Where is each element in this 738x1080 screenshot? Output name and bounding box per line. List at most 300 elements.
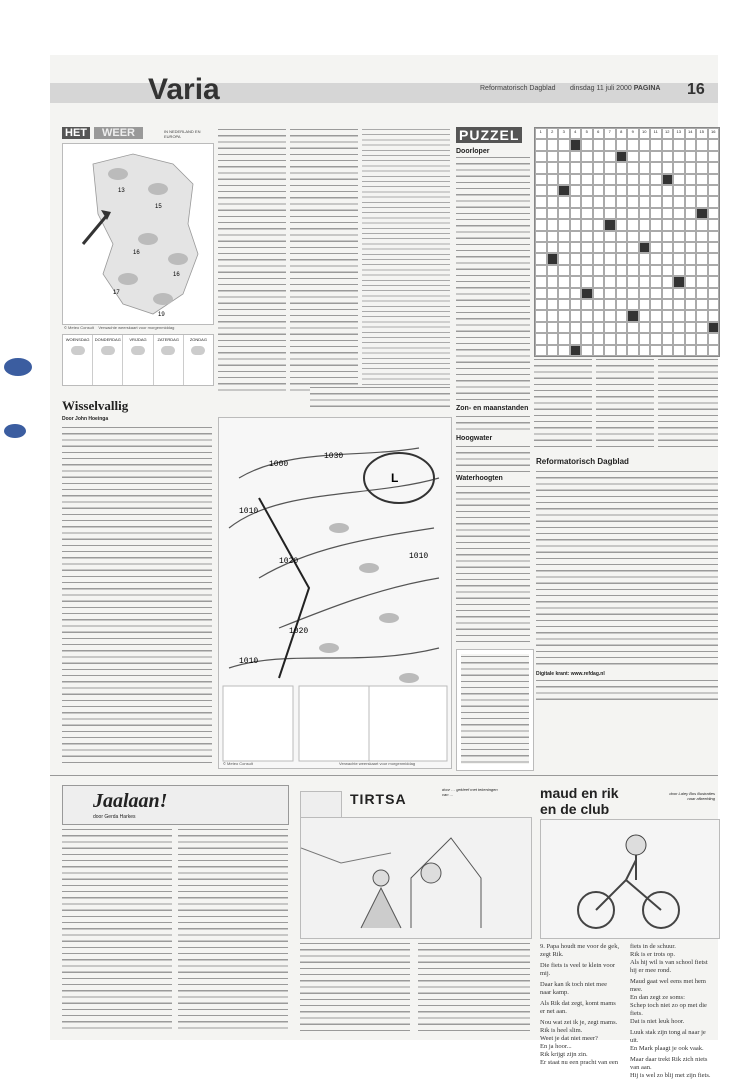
map-temp: 16 <box>133 250 140 256</box>
crossword-cell <box>593 139 605 150</box>
crossword-cell <box>593 185 605 196</box>
crossword-cell <box>558 265 570 276</box>
crossword-cell <box>570 162 582 173</box>
crossword-cell <box>593 219 605 230</box>
crossword-cell <box>604 139 616 150</box>
crossword-cell <box>535 231 547 242</box>
crossword-cell <box>685 322 697 333</box>
crossword-cell <box>535 139 547 150</box>
netherlands-map-svg <box>63 144 213 324</box>
crossword-cell <box>547 219 559 230</box>
sun-moon-text <box>456 414 530 432</box>
crossword-cell <box>685 208 697 219</box>
crossword-cell <box>708 162 720 173</box>
colophon-text <box>536 469 718 669</box>
crossword-cell <box>547 151 559 162</box>
crossword-cell <box>627 276 639 287</box>
crossword-cell <box>593 276 605 287</box>
cloud-icon <box>131 346 145 355</box>
crossword-cell <box>685 196 697 207</box>
crossword-cell: 1 <box>535 128 547 139</box>
puzzle-clues <box>456 155 530 400</box>
crossword-cell <box>570 139 582 150</box>
crossword-cell <box>696 208 708 219</box>
crossword-cell <box>547 288 559 299</box>
crossword-cell <box>558 151 570 162</box>
crossword-cell: 3 <box>558 128 570 139</box>
crossword-cell <box>708 231 720 242</box>
crossword-cell <box>662 333 674 344</box>
crossword-cell <box>662 310 674 321</box>
crossword-cell <box>696 219 708 230</box>
crossword-cell <box>673 322 685 333</box>
map-temp: 16 <box>173 272 180 278</box>
crossword-cell <box>639 185 651 196</box>
crossword-cell <box>696 265 708 276</box>
puzzle-subtitle: Doorloper <box>456 148 490 155</box>
crossword-cell <box>616 310 628 321</box>
crossword-cell <box>558 276 570 287</box>
crossword-cell <box>673 288 685 299</box>
crossword-cell <box>650 231 662 242</box>
crossword-cell <box>685 310 697 321</box>
crossword-cell <box>581 299 593 310</box>
crossword-cell <box>593 196 605 207</box>
crossword-cell <box>662 151 674 162</box>
crossword-cell <box>639 139 651 150</box>
crossword-cell: 5 <box>581 128 593 139</box>
tide-text <box>456 444 530 472</box>
crossword-cell <box>581 196 593 207</box>
water-text <box>456 484 530 644</box>
crossword-cell <box>650 242 662 253</box>
puzzle-header <box>456 127 522 155</box>
crossword-cell <box>708 219 720 230</box>
isobar-label: 1020 <box>289 627 309 636</box>
crossword-cell <box>673 299 685 310</box>
jaalaan-banner <box>62 785 289 825</box>
crossword-cell <box>708 333 720 344</box>
crossword-cell <box>535 174 547 185</box>
crossword-cell <box>685 265 697 276</box>
crossword-cell <box>685 174 697 185</box>
crossword-cell <box>616 333 628 344</box>
puzzle-clues-3 <box>596 357 654 452</box>
crossword-cell <box>558 345 570 356</box>
puzzle-title: PUZZEL <box>456 127 522 143</box>
weather-banner-left: HET <box>62 127 90 139</box>
crossword-cell <box>627 151 639 162</box>
crossword-cell <box>685 139 697 150</box>
crossword-cell <box>535 208 547 219</box>
tirtsa-sub: door … gekleef met tekeningen van … <box>442 787 498 797</box>
crossword-cell <box>558 288 570 299</box>
crossword-cell: 7 <box>604 128 616 139</box>
forecast-day: VRIJDAG <box>123 335 153 385</box>
puzzle-clues-2 <box>534 357 592 452</box>
crossword-cell <box>639 333 651 344</box>
article-title: Wisselvallig <box>62 398 129 413</box>
crossword-cell <box>662 288 674 299</box>
crossword-cell <box>547 242 559 253</box>
crossword-cell <box>570 265 582 276</box>
crossword-cell: 10 <box>639 128 651 139</box>
crossword-cell <box>708 322 720 333</box>
crossword-cell <box>570 174 582 185</box>
crossword-cell <box>627 345 639 356</box>
article-text <box>62 425 212 767</box>
crossword-cell <box>558 174 570 185</box>
crossword-cell <box>627 253 639 264</box>
crossword-cell <box>593 151 605 162</box>
crossword-cell <box>662 299 674 310</box>
crossword-cell <box>673 345 685 356</box>
crossword-cell <box>685 276 697 287</box>
crossword-cell <box>547 310 559 321</box>
weather-banner <box>62 127 212 141</box>
crossword-cell <box>604 345 616 356</box>
crossword-cell <box>535 219 547 230</box>
crossword-cell <box>639 162 651 173</box>
crossword-cell <box>616 276 628 287</box>
paper-name: Reformatorisch Dagblad <box>480 85 556 92</box>
crossword-cell <box>685 242 697 253</box>
crossword-cell <box>650 276 662 287</box>
crossword-cell <box>604 231 616 242</box>
page-header <box>50 55 718 117</box>
crossword-cell <box>604 288 616 299</box>
crossword-cell <box>685 253 697 264</box>
crossword-cell <box>685 231 697 242</box>
weather-banner-sub: IN NEDERLAND EN EUROPA <box>164 129 201 139</box>
maud-text-col1: 9. Papa houdt me voor de gek, zegt Rik. Die fiets is veel te klein voor mij. Daar kan ik toch niet mee naar kamp. Als Rik dat zegt, komt mams er net aan. Nou wat zei ik je, zegt mams. Rik is heel slim. Weet je dat niet meer? En ja hoor... Rik krijgt zijn zin. Er staat nu een pracht van een <box>540 943 620 1066</box>
isobar-label: 1020 <box>279 557 299 566</box>
crossword-cell: 4 <box>570 128 582 139</box>
weather-text-column <box>290 127 358 395</box>
crossword-cell <box>535 276 547 287</box>
crossword-cell <box>535 333 547 344</box>
europe-map-svg <box>219 418 451 768</box>
crossword-cell <box>570 242 582 253</box>
crossword-cell <box>616 345 628 356</box>
crossword-cell <box>593 174 605 185</box>
crossword-cell <box>650 219 662 230</box>
crossword-cell <box>593 299 605 310</box>
crossword-cell <box>639 242 651 253</box>
crossword-cell <box>662 345 674 356</box>
crossword-cell <box>639 322 651 333</box>
crossword-cell <box>673 333 685 344</box>
crossword-cell <box>581 231 593 242</box>
crossword-cell <box>639 299 651 310</box>
crossword-cell <box>662 162 674 173</box>
crossword-cell <box>673 276 685 287</box>
crossword-cell <box>650 185 662 196</box>
crossword-cell <box>535 151 547 162</box>
crossword-cell <box>581 288 593 299</box>
crossword-cell <box>639 345 651 356</box>
crossword-cell <box>616 299 628 310</box>
crossword-cell <box>593 242 605 253</box>
crossword-cell <box>662 174 674 185</box>
tirtsa-illustration <box>300 817 532 939</box>
colophon-text-2 <box>536 678 718 700</box>
crossword-cell <box>627 185 639 196</box>
crossword-cell <box>558 162 570 173</box>
crossword-cell <box>581 253 593 264</box>
crossword-cell <box>616 253 628 264</box>
crossword-cell <box>708 265 720 276</box>
crossword-cell <box>627 162 639 173</box>
crossword-cell <box>581 276 593 287</box>
crossword-cell <box>673 208 685 219</box>
crossword-cell <box>639 310 651 321</box>
crossword-cell <box>604 265 616 276</box>
crossword-cell <box>685 151 697 162</box>
crossword-cell <box>650 151 662 162</box>
crossword-cell <box>616 151 628 162</box>
crossword-cell <box>708 288 720 299</box>
isobar-label: 1030 <box>324 452 344 461</box>
crossword-cell <box>627 139 639 150</box>
crossword-cell <box>696 185 708 196</box>
crossword-cell <box>558 185 570 196</box>
water-heading: Waterhoogten <box>456 475 503 482</box>
maud-illustration <box>540 819 720 939</box>
crossword-cell <box>547 196 559 207</box>
crossword-cell <box>616 174 628 185</box>
maud-title: maud en rik en de club <box>540 785 619 817</box>
crossword-cell <box>593 345 605 356</box>
crossword-cell <box>627 196 639 207</box>
crossword-cell <box>604 162 616 173</box>
crossword-cell <box>708 276 720 287</box>
crossword-cell <box>627 265 639 276</box>
crossword-cell <box>570 310 582 321</box>
crossword-cell <box>662 253 674 264</box>
crossword-cell <box>627 242 639 253</box>
crossword-cell <box>604 219 616 230</box>
crossword-cell: 9 <box>627 128 639 139</box>
crossword-cell: 11 <box>650 128 662 139</box>
cloud-icon <box>161 346 175 355</box>
crossword-cell <box>627 310 639 321</box>
weather-banner-right: WEER <box>94 127 143 139</box>
crossword-cell <box>650 288 662 299</box>
crossword-cell <box>685 288 697 299</box>
crossword-cell <box>570 299 582 310</box>
crossword-cell <box>639 231 651 242</box>
crossword-cell <box>639 174 651 185</box>
map2-credit: © Meteo Consult <box>223 761 253 766</box>
crossword-cell <box>604 253 616 264</box>
crossword-cell <box>708 139 720 150</box>
crossword-cell <box>650 253 662 264</box>
tirtsa-drawing <box>301 818 531 938</box>
crossword-cell <box>708 208 720 219</box>
crossword-cell <box>627 322 639 333</box>
crossword-cell <box>570 219 582 230</box>
crossword-cell <box>547 253 559 264</box>
sun-moon-heading: Zon- en maanstanden <box>456 405 529 412</box>
crossword-cell <box>581 174 593 185</box>
crossword-cell: 16 <box>708 128 720 139</box>
crossword-cell <box>570 208 582 219</box>
crossword-cell <box>558 208 570 219</box>
section-divider <box>50 775 718 776</box>
crossword-cell <box>639 196 651 207</box>
crossword-cell <box>650 333 662 344</box>
crossword-cell <box>604 242 616 253</box>
forecast-strip <box>62 334 214 386</box>
crossword-cell <box>616 162 628 173</box>
crossword-cell <box>604 185 616 196</box>
crossword-cell <box>662 265 674 276</box>
crossword-cell <box>696 288 708 299</box>
crossword-cell <box>639 288 651 299</box>
crossword-cell <box>673 310 685 321</box>
crossword-cell <box>673 231 685 242</box>
map-temp: 19 <box>158 312 165 318</box>
crossword-cell <box>547 345 559 356</box>
jaalaan-text-col1 <box>62 827 172 1033</box>
crossword-cell <box>535 242 547 253</box>
colophon-title: Reformatorisch Dagblad <box>536 457 629 466</box>
crossword-cell <box>581 333 593 344</box>
crossword-cell <box>662 208 674 219</box>
crossword-cell <box>685 219 697 230</box>
crossword-cell <box>581 265 593 276</box>
newspaper-page <box>50 55 718 1079</box>
crossword-cell <box>650 196 662 207</box>
crossword-cell <box>616 139 628 150</box>
crossword-cell <box>696 276 708 287</box>
crossword-cell <box>696 322 708 333</box>
crossword-cell <box>696 242 708 253</box>
crossword-cell <box>685 333 697 344</box>
crossword-cell <box>673 151 685 162</box>
crossword-cell <box>616 242 628 253</box>
crossword-cell <box>627 174 639 185</box>
crossword-cell <box>696 333 708 344</box>
cloud-icon <box>101 346 115 355</box>
crossword-cell <box>535 322 547 333</box>
crossword-cell <box>570 276 582 287</box>
crossword-cell <box>558 196 570 207</box>
puzzle-solution <box>658 357 718 452</box>
crossword-cell <box>673 174 685 185</box>
crossword-cell <box>696 139 708 150</box>
crossword-cell <box>685 185 697 196</box>
crossword-cell: 2 <box>547 128 559 139</box>
crossword-cell <box>696 231 708 242</box>
crossword-cell <box>662 231 674 242</box>
crossword-cell: 8 <box>616 128 628 139</box>
crossword-cell <box>639 276 651 287</box>
crossword-cell: 14 <box>685 128 697 139</box>
crossword-cell <box>696 162 708 173</box>
crossword-cell <box>673 242 685 253</box>
crossword-cell <box>696 151 708 162</box>
crossword-cell <box>547 299 559 310</box>
crossword-cell <box>685 299 697 310</box>
crossword-cell <box>604 208 616 219</box>
tirtsa-title: TIRTSA <box>350 791 407 807</box>
crossword-cell <box>650 345 662 356</box>
crossword-cell <box>708 174 720 185</box>
crossword-cell <box>547 322 559 333</box>
crossword-cell <box>708 299 720 310</box>
crossword-cell <box>581 185 593 196</box>
crossword-cell <box>627 288 639 299</box>
crossword-cell <box>547 276 559 287</box>
crossword-cell <box>581 219 593 230</box>
crossword-cell <box>708 310 720 321</box>
ink-blot <box>4 358 32 376</box>
crossword-cell <box>604 276 616 287</box>
map2-caption: Verwachte weerskaart voor morgenmiddag <box>339 761 416 766</box>
crossword-cell <box>558 139 570 150</box>
crossword-cell <box>593 288 605 299</box>
crossword-cell <box>581 151 593 162</box>
crossword-cell <box>558 310 570 321</box>
jaalaan-title: Jaalaan! <box>93 790 168 812</box>
crossword-cell <box>535 345 547 356</box>
crossword-cell <box>581 208 593 219</box>
crossword-cell <box>650 208 662 219</box>
crossword-cell <box>662 185 674 196</box>
crossword-cell <box>535 299 547 310</box>
weather-legend <box>456 649 534 771</box>
crossword-cell <box>627 208 639 219</box>
crossword-cell <box>708 151 720 162</box>
crossword-cell <box>604 174 616 185</box>
crossword-cell <box>547 139 559 150</box>
section-title: Varia <box>148 73 220 106</box>
crossword-cell <box>581 162 593 173</box>
tirtsa-text-col1 <box>300 941 410 1033</box>
crossword-cell <box>616 322 628 333</box>
crossword-cell <box>570 345 582 356</box>
crossword-cell <box>593 265 605 276</box>
weather-text-tail <box>310 385 450 409</box>
isobar-label: 1010 <box>239 657 259 666</box>
crossword-cell <box>708 242 720 253</box>
map-caption-row: © Meteo Consult Verwachte weerskaart voor morgenmiddag <box>64 325 175 330</box>
colophon-subtitle: Digitale krant: www.refdag.nl <box>536 671 605 677</box>
crossword-cell <box>547 333 559 344</box>
crossword-cell <box>616 288 628 299</box>
isobar-label: 1000 <box>269 460 289 469</box>
crossword-cell <box>650 139 662 150</box>
tide-heading: Hoogwater <box>456 435 493 442</box>
crossword-cell <box>673 265 685 276</box>
temperature-table <box>362 127 450 395</box>
crossword-cell <box>616 208 628 219</box>
map-temp: 17 <box>113 290 120 296</box>
weather-map <box>62 143 214 325</box>
crossword-cell <box>650 265 662 276</box>
crossword-cell <box>535 162 547 173</box>
crossword-cell <box>570 322 582 333</box>
crossword-cell <box>673 219 685 230</box>
crossword-cell <box>604 196 616 207</box>
crossword-cell <box>581 139 593 150</box>
crossword-cell <box>593 253 605 264</box>
crossword-cell <box>696 253 708 264</box>
crossword-cell <box>627 219 639 230</box>
crossword-cell <box>547 208 559 219</box>
